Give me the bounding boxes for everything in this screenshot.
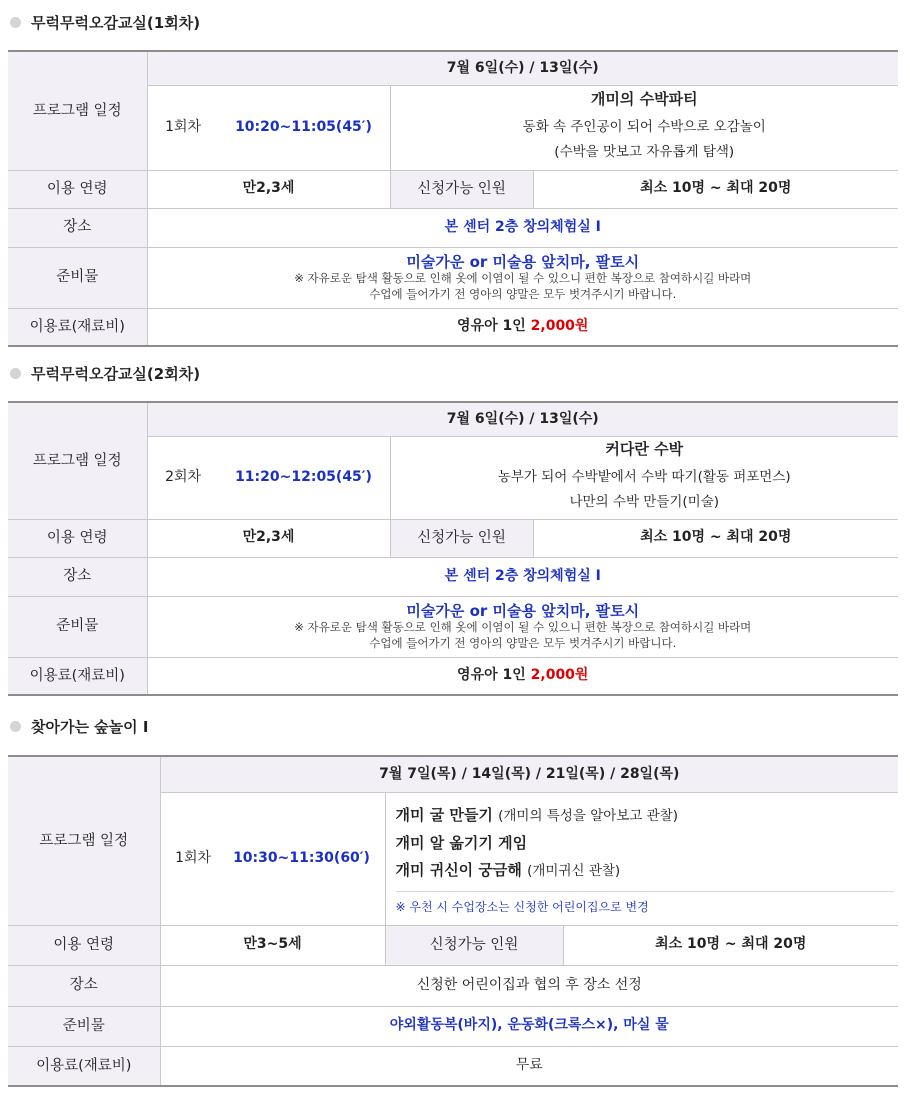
schedule-label: 프로그램 일정 (8, 756, 160, 925)
place-value: 신청한 어린이집과 협의 후 장소 선정 (160, 965, 898, 1006)
activity-3 (396, 857, 895, 885)
round-label: 2회차 (165, 468, 202, 485)
round-label: 1회차 (165, 118, 202, 135)
place-label: 장소 (8, 557, 147, 596)
time-range: 11:20~12:05(45′) (235, 468, 372, 485)
prep-note-2: 수업에 들어가기 전 영아의 양말은 모두 벗겨주시기 바랍니다. (369, 635, 677, 650)
fee-label: 이용료(재료비) (8, 1046, 160, 1086)
place-label: 장소 (8, 965, 160, 1006)
program-table-3 (8, 755, 898, 1087)
round-time-cell (160, 792, 385, 925)
section-title-2 (10, 363, 200, 384)
age-label: 이용 연령 (8, 519, 147, 557)
activity-detail: (개미의 특성을 알아보고 관찰) (498, 807, 679, 824)
rain-note: ※ 우천 시 수업장소는 신청한 어린이집으로 변경 (396, 891, 895, 915)
activity-1 (396, 802, 895, 830)
prep-label: 준비물 (8, 1006, 160, 1046)
program-desc-1: 농부가 되어 수박밭에서 수박 따기(활동 퍼포먼스) (497, 468, 791, 485)
schedule-dates: 7월 6일(수) / 13일(수) (147, 402, 898, 436)
round-time-cell (147, 85, 390, 170)
fee-amount: 2,000원 (530, 318, 589, 334)
capacity-value: 최소 10명 ~ 최대 20명 (533, 519, 898, 557)
section-title-1 (10, 12, 200, 33)
program-content (390, 85, 898, 170)
activity-main: 개미 귀신이 궁금해 (395, 861, 528, 880)
program-table-2 (8, 401, 898, 696)
place-value: 본 센터 2층 창의체험실 I (147, 208, 898, 247)
round-label: 1회차 (175, 849, 212, 866)
prep-label: 준비물 (8, 247, 147, 308)
bullet-icon (10, 17, 21, 28)
section-title-text: 찾아가는 숲놀이 I (31, 718, 149, 736)
fee-label: 이용료(재료비) (8, 308, 147, 346)
fee-amount: 2,000원 (530, 667, 589, 683)
fee-cell (147, 657, 898, 695)
prep-note-2: 수업에 들어가기 전 영아의 양말은 모두 벗겨주시기 바랍니다. (369, 286, 677, 301)
prep-cell (147, 247, 898, 308)
section-title-3 (10, 716, 148, 737)
schedule-label: 프로그램 일정 (8, 51, 147, 170)
fee-prefix: 영유아 1인 (457, 318, 531, 334)
program-desc-1: 동화 속 주인공이 되어 수박으로 오감놀이 (522, 118, 766, 135)
age-value: 만2,3세 (147, 170, 390, 208)
place-label: 장소 (8, 208, 147, 247)
program-title: 개미의 수박파티 (590, 90, 698, 109)
program-table-1 (8, 50, 898, 347)
prep-note-1: ※ 자유로운 탐색 활동으로 인해 옷에 이염이 될 수 있으니 편한 복장으로 참여하시길 바라며 (294, 271, 752, 286)
section-title-text: 무럭무럭오감교실(1회차) (31, 14, 201, 32)
prep-main: 미술가운 or 미술용 앞치마, 팔토시 (406, 601, 640, 620)
section-title-text: 무럭무럭오감교실(2회차) (31, 365, 201, 383)
bullet-icon (10, 368, 21, 379)
prep-main: 미술가운 or 미술용 앞치마, 팔토시 (406, 252, 640, 271)
program-desc-2: 나만의 수박 만들기(미술) (569, 493, 720, 510)
round-time-cell (147, 436, 390, 519)
schedule-label: 프로그램 일정 (8, 402, 147, 519)
capacity-label: 신청가능 인원 (385, 925, 563, 965)
fee-label: 이용료(재료비) (8, 657, 147, 695)
activity-list (385, 792, 898, 925)
time-range: 10:20~11:05(45′) (235, 118, 372, 135)
program-content (390, 436, 898, 519)
capacity-value: 최소 10명 ~ 최대 20명 (533, 170, 898, 208)
capacity-label: 신청가능 인원 (390, 170, 533, 208)
activity-main: 개미 굴 만들기 (395, 805, 499, 824)
fee-cell (147, 308, 898, 346)
activity-detail: (개미귀신 관찰) (527, 863, 621, 880)
prep-note-1: ※ 자유로운 탐색 활동으로 인해 옷에 이염이 될 수 있으니 편한 복장으로 참여하시길 바라며 (294, 620, 752, 635)
program-desc-2: (수박을 맛보고 자유롭게 탐색) (554, 143, 735, 160)
fee-value: 무료 (160, 1046, 898, 1086)
prep-label: 준비물 (8, 596, 147, 657)
prep-main: 야외활동복(바지), 운동화(크록스×), 마실 물 (160, 1006, 898, 1046)
fee-prefix: 영유아 1인 (457, 667, 531, 683)
capacity-label: 신청가능 인원 (390, 519, 533, 557)
schedule-dates: 7월 6일(수) / 13일(수) (147, 51, 898, 85)
prep-cell (147, 596, 898, 657)
program-title: 커다란 수박 (605, 440, 684, 459)
activity-main: 개미 알 옮기기 게임 (395, 833, 528, 852)
age-label: 이용 연령 (8, 170, 147, 208)
time-range: 10:30~11:30(60′) (233, 849, 370, 866)
age-value: 만3~5세 (160, 925, 385, 965)
place-value: 본 센터 2층 창의체험실 I (147, 557, 898, 596)
activity-2 (396, 830, 895, 858)
capacity-value: 최소 10명 ~ 최대 20명 (563, 925, 898, 965)
age-label: 이용 연령 (8, 925, 160, 965)
bullet-icon (10, 721, 21, 732)
age-value: 만2,3세 (147, 519, 390, 557)
schedule-dates: 7월 7일(목) / 14일(목) / 21일(목) / 28일(목) (160, 756, 898, 792)
